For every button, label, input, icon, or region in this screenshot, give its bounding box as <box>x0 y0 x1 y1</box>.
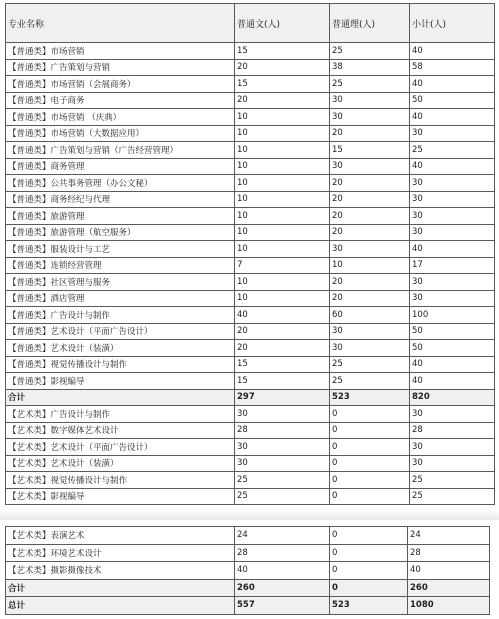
cell-major: 合计 <box>6 579 235 597</box>
cell-science: 20 <box>330 191 410 208</box>
table-body <box>6 527 490 615</box>
subtotal-row <box>6 579 490 597</box>
cell-major: 【普通类】旅游管理（航空服务） <box>6 224 235 241</box>
table-row <box>6 488 495 505</box>
cell-major: 【艺术类】影视编导 <box>6 488 235 505</box>
cell-liberal-arts: 7 <box>235 257 330 274</box>
cell-subtotal: 17 <box>410 257 495 274</box>
total-row <box>6 597 490 615</box>
table-row <box>6 175 495 192</box>
table-row <box>6 340 495 357</box>
cell-liberal-arts: 10 <box>235 241 330 258</box>
cell-liberal-arts: 10 <box>235 290 330 307</box>
page-break-gap <box>0 510 499 520</box>
cell-liberal-arts: 10 <box>235 175 330 192</box>
table-row <box>6 142 495 159</box>
cell-major: 【艺术类】数字媒体艺术设计 <box>6 422 235 439</box>
cell-subtotal: 30 <box>410 455 495 472</box>
table-row <box>6 290 495 307</box>
cell-science: 20 <box>330 175 410 192</box>
cell-subtotal: 40 <box>410 76 495 93</box>
header-major: 专业名称 <box>6 4 235 43</box>
table-row <box>6 43 495 60</box>
cell-subtotal: 40 <box>410 109 495 126</box>
cell-science: 20 <box>330 208 410 225</box>
cell-science: 20 <box>330 224 410 241</box>
table-header-row <box>6 4 495 43</box>
cell-science: 38 <box>330 59 410 76</box>
cell-liberal-arts: 10 <box>235 191 330 208</box>
cell-science: 20 <box>330 290 410 307</box>
cell-science: 0 <box>330 579 408 597</box>
cell-subtotal: 260 <box>408 579 490 597</box>
table-row <box>6 307 495 324</box>
cell-liberal-arts: 10 <box>235 274 330 291</box>
cell-major: 【普通类】艺术设计（平面广告设计） <box>6 323 235 340</box>
table-row <box>6 562 490 580</box>
cell-subtotal: 50 <box>410 92 495 109</box>
cell-major: 【普通类】连锁经营管理 <box>6 257 235 274</box>
table-row <box>6 455 495 472</box>
table-row <box>6 241 495 258</box>
cell-major: 总计 <box>6 597 235 615</box>
cell-science: 20 <box>330 125 410 142</box>
table-row <box>6 373 495 390</box>
cell-liberal-arts: 15 <box>235 373 330 390</box>
cell-major: 【普通类】广告策划与营销 <box>6 59 235 76</box>
cell-subtotal: 40 <box>408 562 490 580</box>
subtotal-row <box>6 389 495 406</box>
cell-liberal-arts: 260 <box>235 579 330 597</box>
cell-major: 【艺术类】摄影摄像技术 <box>6 562 235 580</box>
table-row <box>6 406 495 423</box>
cell-subtotal: 30 <box>410 208 495 225</box>
cell-science: 30 <box>330 92 410 109</box>
cell-liberal-arts: 25 <box>235 472 330 489</box>
cell-liberal-arts: 15 <box>235 43 330 60</box>
cell-subtotal: 30 <box>410 125 495 142</box>
cell-major: 【普通类】社区管理与服务 <box>6 274 235 291</box>
cell-major: 【普通类】市场营销（会展商务） <box>6 76 235 93</box>
cell-major: 【艺术类】广告设计与制作 <box>6 406 235 423</box>
cell-liberal-arts: 40 <box>235 307 330 324</box>
table-row <box>6 527 490 545</box>
cell-subtotal: 40 <box>410 241 495 258</box>
cell-liberal-arts: 20 <box>235 323 330 340</box>
cell-major: 【普通类】市场营销 （庆典） <box>6 109 235 126</box>
cell-science: 0 <box>330 527 408 545</box>
cell-major: 【艺术类】表演艺术 <box>6 527 235 545</box>
cell-subtotal: 30 <box>410 290 495 307</box>
table-row <box>6 109 495 126</box>
cell-science: 523 <box>330 389 410 406</box>
table-row <box>6 125 495 142</box>
table-row <box>6 257 495 274</box>
cell-subtotal: 50 <box>410 323 495 340</box>
cell-liberal-arts: 20 <box>235 92 330 109</box>
enrollment-table-part1 <box>5 3 495 505</box>
cell-subtotal: 30 <box>410 224 495 241</box>
cell-science: 0 <box>330 455 410 472</box>
cell-major: 【艺术类】艺术设计（平面广告设计） <box>6 439 235 456</box>
cell-science: 0 <box>330 562 408 580</box>
cell-science: 0 <box>330 488 410 505</box>
cell-major: 【普通类】酒店管理 <box>6 290 235 307</box>
cell-liberal-arts: 30 <box>235 455 330 472</box>
table-row <box>6 356 495 373</box>
cell-major: 【艺术类】视觉传播设计与制作 <box>6 472 235 489</box>
cell-science: 20 <box>330 274 410 291</box>
cell-subtotal: 28 <box>410 422 495 439</box>
cell-major: 【艺术类】环境艺术设计 <box>6 544 235 562</box>
cell-liberal-arts: 297 <box>235 389 330 406</box>
table-body <box>6 4 495 505</box>
cell-major: 合计 <box>6 389 235 406</box>
cell-subtotal: 28 <box>408 544 490 562</box>
cell-liberal-arts: 24 <box>235 527 330 545</box>
cell-subtotal: 25 <box>410 488 495 505</box>
table-row <box>6 59 495 76</box>
cell-science: 0 <box>330 422 410 439</box>
cell-major: 【普通类】商务经纪与代理 <box>6 191 235 208</box>
cell-science: 25 <box>330 373 410 390</box>
cell-liberal-arts: 20 <box>235 59 330 76</box>
cell-subtotal: 24 <box>408 527 490 545</box>
enrollment-table-part2 <box>5 526 490 615</box>
cell-major: 【普通类】电子商务 <box>6 92 235 109</box>
cell-liberal-arts: 40 <box>235 562 330 580</box>
table-row <box>6 422 495 439</box>
cell-science: 15 <box>330 142 410 159</box>
cell-major: 【普通类】旅游管理 <box>6 208 235 225</box>
cell-subtotal: 820 <box>410 389 495 406</box>
cell-subtotal: 30 <box>410 274 495 291</box>
cell-liberal-arts: 10 <box>235 208 330 225</box>
table-row <box>6 439 495 456</box>
cell-science: 30 <box>330 158 410 175</box>
cell-major: 【普通类】公共事务管理（办公文秘） <box>6 175 235 192</box>
cell-science: 30 <box>330 323 410 340</box>
cell-liberal-arts: 10 <box>235 158 330 175</box>
cell-subtotal: 25 <box>410 142 495 159</box>
cell-subtotal: 58 <box>410 59 495 76</box>
table-row <box>6 544 490 562</box>
cell-science: 25 <box>330 43 410 60</box>
cell-subtotal: 40 <box>410 43 495 60</box>
cell-liberal-arts: 30 <box>235 439 330 456</box>
table-row <box>6 158 495 175</box>
cell-liberal-arts: 15 <box>235 356 330 373</box>
cell-science: 30 <box>330 109 410 126</box>
cell-liberal-arts: 10 <box>235 109 330 126</box>
table-row <box>6 92 495 109</box>
cell-science: 0 <box>330 406 410 423</box>
cell-subtotal: 30 <box>410 191 495 208</box>
cell-major: 【普通类】商务管理 <box>6 158 235 175</box>
cell-major: 【普通类】广告设计与制作 <box>6 307 235 324</box>
cell-subtotal: 1080 <box>408 597 490 615</box>
cell-science: 25 <box>330 76 410 93</box>
cell-science: 60 <box>330 307 410 324</box>
table-row <box>6 472 495 489</box>
cell-major: 【普通类】服装设计与工艺 <box>6 241 235 258</box>
cell-liberal-arts: 10 <box>235 142 330 159</box>
cell-science: 0 <box>330 439 410 456</box>
cell-subtotal: 40 <box>410 356 495 373</box>
table-row <box>6 191 495 208</box>
header-liberal-arts: 普通文(人) <box>235 4 330 43</box>
header-subtotal: 小计(人) <box>410 4 495 43</box>
cell-liberal-arts: 20 <box>235 340 330 357</box>
cell-science: 25 <box>330 356 410 373</box>
cell-liberal-arts: 30 <box>235 406 330 423</box>
cell-subtotal: 40 <box>410 158 495 175</box>
cell-liberal-arts: 28 <box>235 422 330 439</box>
cell-science: 523 <box>330 597 408 615</box>
cell-liberal-arts: 25 <box>235 488 330 505</box>
cell-major: 【普通类】影视编导 <box>6 373 235 390</box>
cell-major: 【普通类】艺术设计（装潢） <box>6 340 235 357</box>
cell-subtotal: 25 <box>410 472 495 489</box>
table-row <box>6 224 495 241</box>
cell-science: 30 <box>330 340 410 357</box>
header-science: 普通理(人) <box>330 4 410 43</box>
cell-subtotal: 40 <box>410 373 495 390</box>
cell-major: 【普通类】市场营销 <box>6 43 235 60</box>
cell-science: 0 <box>330 544 408 562</box>
table-row <box>6 274 495 291</box>
cell-major: 【普通类】市场营销（大数据应用） <box>6 125 235 142</box>
cell-subtotal: 50 <box>410 340 495 357</box>
cell-subtotal: 100 <box>410 307 495 324</box>
cell-liberal-arts: 10 <box>235 224 330 241</box>
cell-science: 30 <box>330 241 410 258</box>
cell-subtotal: 30 <box>410 406 495 423</box>
cell-major: 【普通类】广告策划与营销（广告经营管理） <box>6 142 235 159</box>
cell-subtotal: 30 <box>410 175 495 192</box>
cell-liberal-arts: 557 <box>235 597 330 615</box>
cell-science: 10 <box>330 257 410 274</box>
cell-major: 【艺术类】艺术设计（装潢） <box>6 455 235 472</box>
cell-science: 0 <box>330 472 410 489</box>
cell-major: 【普通类】视觉传播设计与制作 <box>6 356 235 373</box>
cell-liberal-arts: 10 <box>235 125 330 142</box>
cell-liberal-arts: 28 <box>235 544 330 562</box>
table-row <box>6 208 495 225</box>
table-row <box>6 323 495 340</box>
table-row <box>6 76 495 93</box>
cell-subtotal: 30 <box>410 439 495 456</box>
cell-liberal-arts: 15 <box>235 76 330 93</box>
